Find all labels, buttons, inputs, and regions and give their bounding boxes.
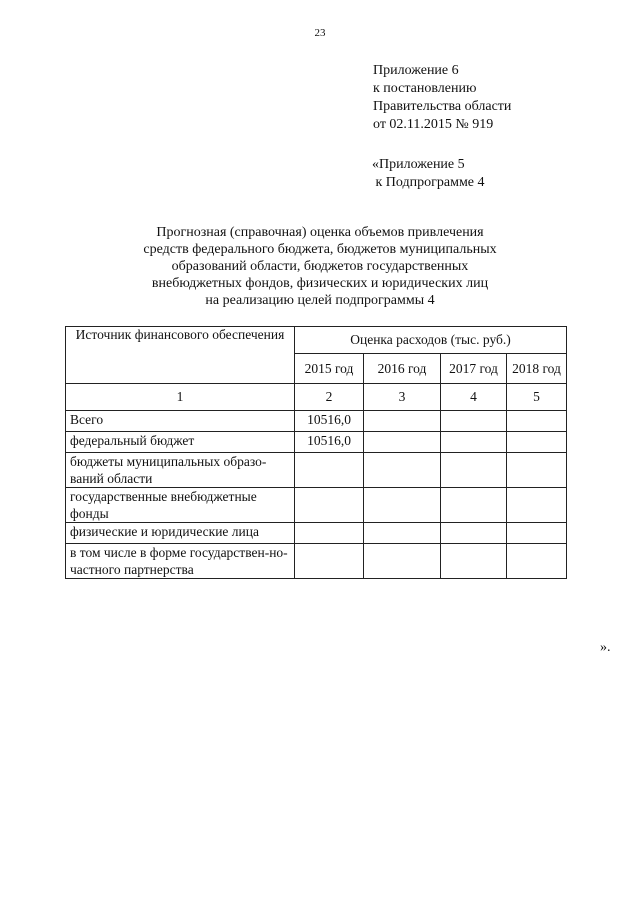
row-value (507, 453, 567, 488)
table-row (66, 411, 567, 432)
row-label: физические и юридические лица (66, 523, 295, 544)
row-value (507, 488, 567, 523)
title-line: образований области, бюджетов государственных (171, 259, 469, 274)
row-value (295, 544, 364, 579)
table-row (66, 523, 567, 544)
document-title (110, 224, 530, 309)
previous-appendix-reference (372, 156, 485, 192)
previous-appendix-line: к Подпрограмме 4 (372, 175, 485, 190)
row-value (364, 432, 441, 453)
year-header: 2017 год (441, 354, 507, 384)
year-header: 2015 год (295, 354, 364, 384)
row-value (364, 488, 441, 523)
row-value (507, 432, 567, 453)
row-value (364, 411, 441, 432)
row-value (441, 544, 507, 579)
appendix-line: к постановлению (373, 81, 477, 96)
row-value (295, 523, 364, 544)
row-label: в том числе в форме государствен-но-частного партнерства (66, 544, 295, 579)
estimate-column-header: Оценка расходов (тыс. руб.) (295, 327, 567, 354)
row-label: государственные внебюджетные фонды (66, 488, 295, 523)
table-row (66, 544, 567, 579)
row-value (507, 523, 567, 544)
row-value (364, 523, 441, 544)
appendix-line: Правительства области (373, 99, 512, 114)
row-value: 10516,0 (295, 411, 364, 432)
row-label: федеральный бюджет (66, 432, 295, 453)
table-row (66, 488, 567, 523)
row-value (507, 411, 567, 432)
table-row (66, 453, 567, 488)
closing-quote-mark: ». (600, 640, 611, 655)
appendix-reference (373, 62, 511, 134)
row-label: Всего (66, 411, 295, 432)
source-column-header: Источник финансового обеспечения (66, 327, 295, 384)
column-number: 3 (364, 384, 441, 411)
year-header: 2018 год (507, 354, 567, 384)
table-row (66, 432, 567, 453)
title-line: внебюджетных фондов, физических и юридических лиц (151, 276, 489, 291)
row-value (364, 453, 441, 488)
column-number: 1 (66, 384, 295, 411)
column-number: 4 (441, 384, 507, 411)
title-line: Прогнозная (справочная) оценка объемов привлечения (156, 225, 484, 240)
row-value: 10516,0 (295, 432, 364, 453)
appendix-line: Приложение 6 (373, 63, 459, 78)
row-value (295, 453, 364, 488)
page-number: 23 (314, 27, 326, 39)
row-label: бюджеты муниципальных образо-ваний области (66, 453, 295, 488)
previous-appendix-line: «Приложение 5 (372, 157, 465, 172)
row-value (441, 453, 507, 488)
column-number: 5 (507, 384, 567, 411)
row-value (441, 523, 507, 544)
row-value (295, 488, 364, 523)
row-value (441, 411, 507, 432)
row-value (441, 432, 507, 453)
appendix-line: от 02.11.2015 № 919 (373, 117, 494, 132)
title-line: средств федерального бюджета, бюджетов муниципальных (143, 242, 497, 257)
row-value (364, 544, 441, 579)
funding-table (65, 326, 567, 579)
column-number: 2 (295, 384, 364, 411)
row-value (507, 544, 567, 579)
row-value (441, 488, 507, 523)
title-line: на реализацию целей подпрограммы 4 (205, 293, 435, 308)
year-header: 2016 год (364, 354, 441, 384)
